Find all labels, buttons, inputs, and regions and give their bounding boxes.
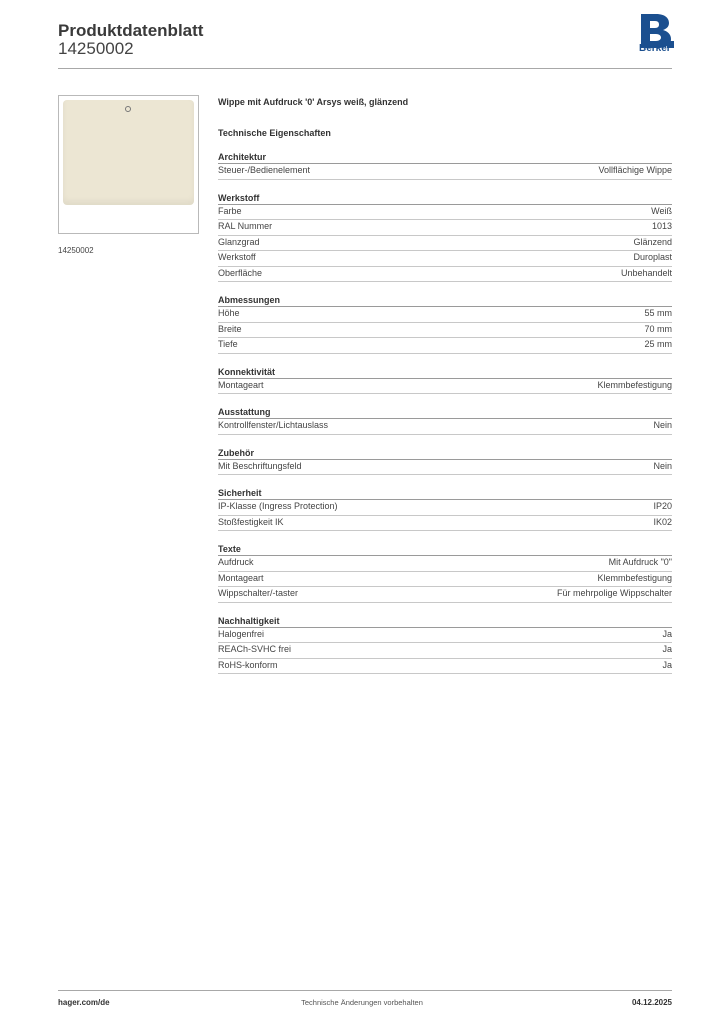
spec-label: Wippschalter/-taster bbox=[218, 588, 299, 598]
section-title: Ausstattung bbox=[218, 406, 672, 419]
spec-label: Oberfläche bbox=[218, 267, 263, 278]
spec-label: Montageart bbox=[218, 379, 264, 390]
spec-row bbox=[218, 236, 672, 252]
spec-label: Werkstoff bbox=[218, 252, 256, 262]
spec-label: Steuer-/Bedienelement bbox=[218, 165, 311, 175]
spec-row bbox=[218, 500, 672, 516]
spec-label: RoHS-konform bbox=[218, 659, 278, 670]
spec-value: 1013 bbox=[651, 221, 672, 231]
logo-wordmark: Berker bbox=[639, 43, 671, 54]
spec-value: 55 mm bbox=[644, 308, 672, 318]
spec-value: Ja bbox=[662, 659, 672, 670]
product-image-caption: 14250002 bbox=[58, 246, 94, 255]
spec-label: RAL Nummer bbox=[218, 221, 273, 231]
technical-properties-title: Technische Eigenschaften bbox=[218, 128, 331, 138]
spec-value: 70 mm bbox=[644, 323, 672, 334]
spec-section bbox=[218, 487, 672, 531]
spec-value: Duroplast bbox=[633, 252, 672, 262]
spec-label: Glanzgrad bbox=[218, 236, 260, 247]
specification-content bbox=[218, 97, 672, 674]
spec-value: Klemmbefestigung bbox=[597, 572, 672, 583]
spec-value: Ja bbox=[662, 644, 672, 654]
spec-label: IP-Klasse (Ingress Protection) bbox=[218, 501, 338, 511]
spec-value: Klemmbefestigung bbox=[597, 379, 672, 390]
spec-label: REACh-SVHC frei bbox=[218, 644, 292, 654]
spec-section bbox=[218, 294, 672, 354]
spec-value: Nein bbox=[653, 420, 672, 430]
spec-value: Vollflächige Wippe bbox=[598, 165, 672, 175]
section-title: Konnektivität bbox=[218, 366, 672, 379]
spec-value: Nein bbox=[653, 460, 672, 471]
spec-value: Mit Aufdruck "0" bbox=[608, 557, 672, 567]
footer-date: 04.12.2025 bbox=[631, 998, 672, 1007]
spec-label: Montageart bbox=[218, 572, 264, 583]
footer-divider bbox=[58, 990, 672, 991]
spec-value: 25 mm bbox=[644, 339, 672, 349]
spec-label: Mit Beschriftungsfeld bbox=[218, 460, 302, 471]
spec-value: Glänzend bbox=[633, 236, 672, 247]
spec-value: Für mehrpolige Wippschalter bbox=[556, 588, 672, 598]
spec-row bbox=[218, 323, 672, 339]
spec-row bbox=[218, 587, 672, 603]
spec-label: Höhe bbox=[218, 308, 240, 318]
section-title: Abmessungen bbox=[218, 294, 672, 307]
product-image-frame bbox=[58, 95, 199, 234]
spec-row bbox=[218, 164, 672, 180]
spec-label: Tiefe bbox=[218, 339, 238, 349]
spec-value: Unbehandelt bbox=[620, 267, 672, 278]
spec-row bbox=[218, 338, 672, 354]
spec-section bbox=[218, 543, 672, 603]
spec-row bbox=[218, 379, 672, 395]
spec-row bbox=[218, 251, 672, 267]
section-title: Sicherheit bbox=[218, 487, 672, 500]
document-title: Produktdatenblatt bbox=[58, 21, 204, 40]
spec-value: IK02 bbox=[653, 516, 672, 527]
spec-label: Kontrollfenster/Lichtauslass bbox=[218, 420, 329, 430]
spec-label: Aufdruck bbox=[218, 557, 254, 567]
spec-label: Halogenfrei bbox=[218, 628, 265, 639]
spec-row bbox=[218, 516, 672, 532]
header-divider bbox=[58, 68, 672, 69]
spec-section bbox=[218, 406, 672, 435]
spec-row bbox=[218, 659, 672, 675]
spec-section bbox=[218, 615, 672, 675]
spec-section bbox=[218, 192, 672, 283]
spec-row bbox=[218, 220, 672, 236]
spec-row bbox=[218, 643, 672, 659]
spec-section bbox=[218, 447, 672, 476]
spec-row bbox=[218, 556, 672, 572]
spec-row bbox=[218, 460, 672, 476]
section-title: Werkstoff bbox=[218, 192, 672, 205]
spec-section bbox=[218, 151, 672, 180]
spec-label: Farbe bbox=[218, 205, 242, 216]
spec-row bbox=[218, 419, 672, 435]
product-title: Wippe mit Aufdruck '0' Arsys weiß, glänzend bbox=[218, 97, 409, 107]
spec-value: Weiß bbox=[651, 205, 672, 216]
spec-row bbox=[218, 205, 672, 221]
section-title: Architektur bbox=[218, 151, 672, 164]
spec-row bbox=[218, 572, 672, 588]
section-title: Nachhaltigkeit bbox=[218, 615, 672, 628]
spec-section bbox=[218, 366, 672, 395]
spec-label: Breite bbox=[218, 323, 242, 334]
section-title: Texte bbox=[218, 543, 672, 556]
spec-label: Stoßfestigkeit IK bbox=[218, 516, 284, 527]
spec-row bbox=[218, 267, 672, 283]
rocker-marking bbox=[125, 106, 131, 112]
specification-sections bbox=[218, 151, 672, 674]
article-number: 14250002 bbox=[58, 39, 134, 58]
spec-value: Ja bbox=[662, 628, 672, 639]
spec-value: IP20 bbox=[653, 501, 672, 511]
section-title: Zubehör bbox=[218, 447, 672, 460]
product-image bbox=[63, 100, 194, 205]
spec-row bbox=[218, 628, 672, 644]
footer-notice: Technische Änderungen vorbehalten bbox=[301, 998, 423, 1007]
spec-row bbox=[218, 307, 672, 323]
footer-website: hager.com/de bbox=[58, 998, 110, 1007]
